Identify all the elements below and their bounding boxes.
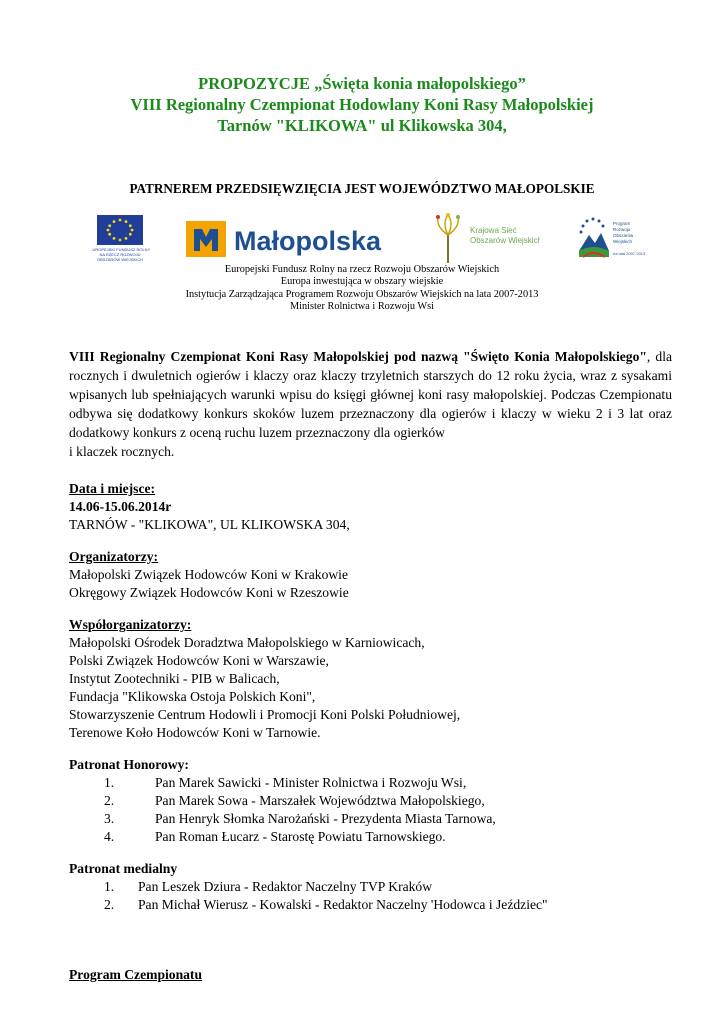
ksow-logo [430, 213, 540, 265]
eu-text-3: OBSZARÓW WIEJSKICH [96, 257, 144, 262]
honorary-item-number: 2. [104, 793, 115, 808]
coorganizer-item: Polski Związek Hodowców Koni w Warszawie, [69, 653, 329, 668]
partner-heading: PATRNEREM PRZEDSIĘWZIĘCIA JEST WOJEWÓDZTWO MAŁOPOLSKIE [129, 181, 595, 196]
title-line-3: Tarnów "KLIKOWA" ul Klikowska 304, [217, 116, 507, 135]
coorganizer-item: Fundacja "Klikowska Ostoja Polskich Koni", [69, 689, 316, 704]
honorary-item-number: 1. [104, 775, 115, 790]
media-item-number: 1. [104, 879, 115, 894]
funding-line-4: Minister Rolnictwa i Rozwoju Wsi [290, 301, 434, 313]
eu-flag-logo [92, 213, 150, 265]
media-heading: Patronat medialny [69, 861, 178, 876]
honorary-item-text: Pan Roman Łucarz - Starostę Powiatu Tarnowskiego. [155, 829, 446, 844]
funding-line-1: Europejski Fundusz Rolny na rzecz Rozwoju Obszarów Wiejskich [224, 264, 500, 275]
coorganizers-heading: Współorganizatorzy: [69, 617, 192, 632]
ksow-text-2: Obszarów Wiejskich [470, 236, 540, 245]
funding-line-3: Instytucja Zarządzająca Programem Rozwoju Obszarów Wiejskich na lata 2007-2013 [185, 288, 539, 300]
intro-rest: , dla rocznych i dwuletnich ogierów i klaczy oraz klaczy trzyletnich starszych do 12 roku życia, wraz z sysakami wpisanych lub spełniających warunki wpisu do księgi głównej koni rasy małopolskiej. Podczas Czempionatu odbywa się dodatkowy konkurs skoków luzem przeznaczony dla ogierów i klaczy w wieku 2 i 3 lat oraz dodatkowy konkurs z oceną ruchu luzem przeznaczony dla ogierków [69, 349, 673, 440]
malopolska-wordmark: Małopolska [234, 226, 382, 256]
intro-last-line: i klaczek rocznych. [69, 444, 175, 459]
organizer-item: Okręgowy Związek Hodowców Koni w Rzeszowie [69, 585, 349, 600]
intro-bold: VIII Regionalny Czempionat Koni Rasy Małopolskiej pod nazwą "Święto Konia Małopolskiego" [69, 349, 647, 364]
program-heading: Program Czempionatu [69, 967, 203, 982]
honorary-heading: Patronat Honorowy: [69, 757, 189, 772]
honorary-item-number: 3. [104, 811, 115, 826]
prow-text-1: Program [613, 221, 631, 226]
prow-text-2: Rozwoju [613, 227, 631, 232]
honorary-item-text: Pan Henryk Słomka Narożański - Prezydenta Miasta Tarnowa, [155, 811, 496, 826]
coorganizer-item: Stowarzyszenie Centrum Hodowli i Promocji Koni Polski Południowej, [69, 707, 461, 722]
coorganizer-item: Instytut Zootechniki - PIB w Balicach, [69, 671, 280, 686]
honorary-item-number: 4. [104, 829, 115, 844]
event-place: TARNÓW - "KLIKOWA", UL KLIKOWSKA 304, [69, 517, 350, 532]
media-item-number: 2. [104, 897, 115, 912]
event-date: 14.06-15.06.2014r [69, 499, 172, 514]
intro-paragraph [69, 347, 672, 461]
ksow-text-1: Krajowa Sieć [470, 226, 517, 235]
eu-text-1: EUROPEJSKI FUNDUSZ ROLNY [92, 247, 150, 252]
title-line-2: VIII Regionalny Czempionat Hodowlany Koni Rasy Małopolskiej [130, 95, 594, 114]
honorary-item-text: Pan Marek Sowa - Marszałek Województwa Małopolskiego, [155, 793, 485, 808]
eu-text-2: NA RZECZ ROZWOJU [99, 252, 141, 257]
malopolska-logo [184, 213, 396, 265]
date-place-heading: Data i miejsce: [69, 481, 156, 496]
media-item-text: Pan Michał Wierusz - Kowalski - Redaktor Naczelny 'Hodowca i Jeździec" [138, 897, 548, 912]
organizer-item: Małopolski Związek Hodowców Koni w Krakowie [69, 567, 348, 582]
prow-text-3: Obszarów [613, 233, 634, 238]
prow-text-4: Wiejskich [613, 239, 633, 244]
media-item-text: Pan Leszek Dziura - Redaktor Naczelny TVP Kraków [138, 879, 433, 894]
honorary-item-text: Pan Marek Sawicki - Minister Rolnictwa i Rozwoju Wsi, [155, 775, 467, 790]
coorganizer-item: Małopolski Ośrodek Doradztwa Małopolskiego w Karniowicach, [69, 635, 425, 650]
funding-info [0, 264, 724, 314]
title-line-1: PROPOZYCJE „Święta konia małopolskiego” [198, 74, 526, 93]
organizers-heading: Organizatorzy: [69, 549, 159, 564]
coorganizer-item: Terenowe Koło Hodowców Koni w Tarnowie. [69, 725, 321, 740]
prow-logo [575, 213, 647, 265]
funding-line-2: Europa inwestująca w obszary wiejskie [280, 276, 444, 288]
logo-strip [92, 213, 647, 265]
prow-text-5: na lata 2007-2013 [613, 251, 646, 256]
